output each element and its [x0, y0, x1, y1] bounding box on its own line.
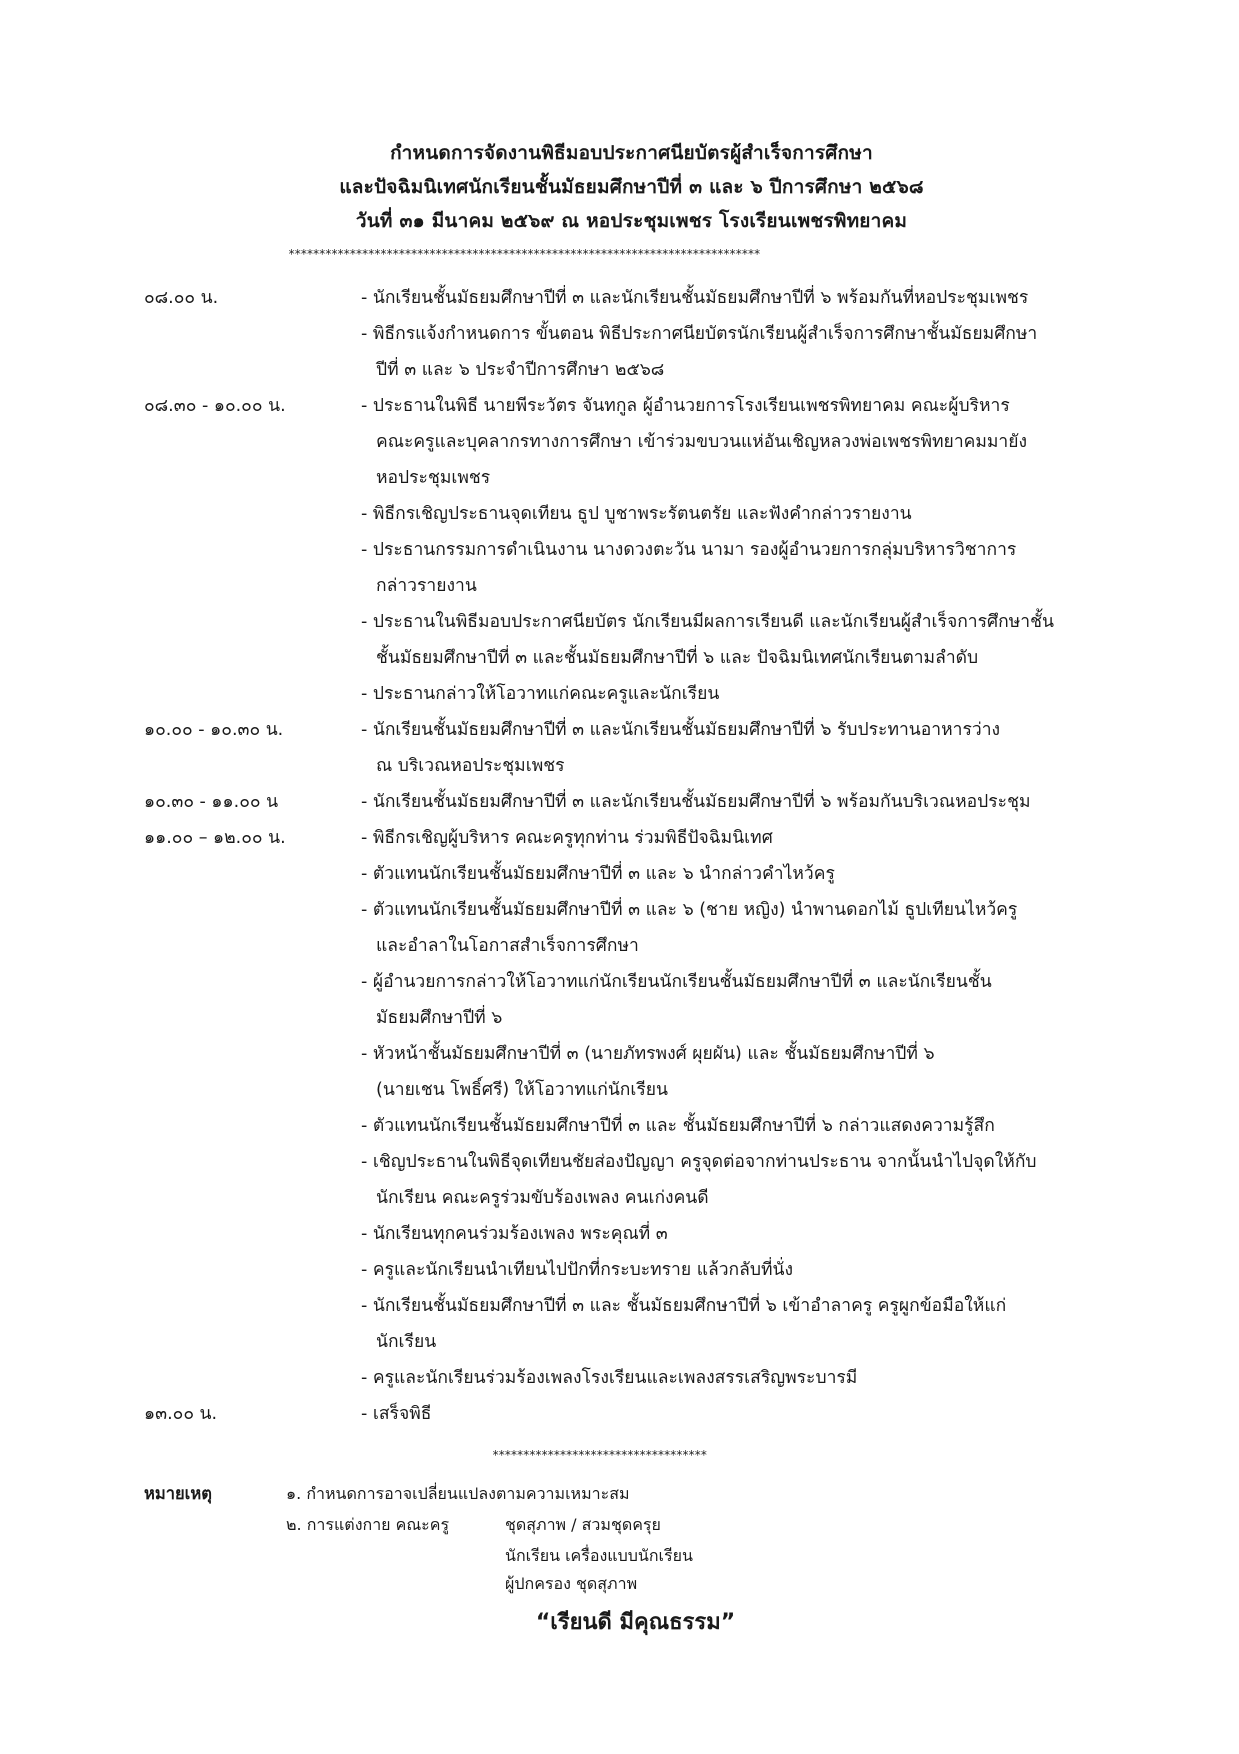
schedule-text: นักเรียน คณะครูร่วมขับร้องเพลง คนเก่งคนดี: [376, 1188, 709, 1208]
schedule-row: [0, 820, 1239, 856]
schedule-text: คณะครูและบุคลากรทางการศึกษา เข้าร่วมขบวนแห่อันเชิญหลวงพ่อเพชรพิทยาคมมายัง: [376, 432, 1028, 452]
schedule-row: [0, 1324, 1239, 1360]
title-line-1: กำหนดการจัดงานพิธีมอบประกาศนียบัตรผู้สำเร็จการศึกษา: [390, 142, 873, 164]
schedule-text: - เชิญประธานในพิธีจุดเทียนชัยส่องปัญญา ครูจุดต่อจากท่านประธาน จากนั้นนำไปจุดให้กับ: [361, 1152, 1037, 1172]
schedule-row: [0, 676, 1239, 712]
schedule-text: - พิธีกรเชิญผู้บริหาร คณะครูทุกท่าน ร่วมพิธีปัจฉิมนิเทศ: [361, 828, 773, 848]
schedule-text: - ครูและนักเรียนนำเทียนไปปักที่กระบะทราย แล้วกลับที่นั่ง: [361, 1260, 793, 1280]
schedule-text: - ตัวแทนนักเรียนชั้นมัธยมศึกษาปีที่ ๓ และ ๖ นำกล่าวคำไหว้ครู: [361, 864, 835, 884]
schedule-text: - เสร็จพิธี: [361, 1404, 432, 1424]
schedule-row: [0, 496, 1239, 532]
schedule-text: (นายเชน โพธิ์ศรี) ให้โอวาทแก่นักเรียน: [376, 1080, 668, 1100]
schedule-time: ๑๓.๐๐ น.: [144, 1404, 218, 1424]
schedule-text: - ประธานกรรมการดำเนินงาน นางดวงตะวัน นามา รองผู้อำนวยการกลุ่มบริหารวิชาการ: [361, 540, 1017, 560]
schedule-row: [0, 424, 1239, 460]
schedule-text: ปีที่ ๓ และ ๖ ประจำปีการศึกษา ๒๕๖๘: [376, 360, 665, 380]
schedule-row: [0, 568, 1239, 604]
schedule-time: ๑๐.๐๐ - ๑๐.๓๐ น.: [144, 720, 284, 740]
schedule-row: [0, 1360, 1239, 1396]
schedule-row: [0, 1072, 1239, 1108]
note-item-2: ๒. การแต่งกาย คณะครู: [286, 1515, 450, 1534]
schedule-text: - ครูและนักเรียนร่วมร้องเพลงโรงเรียนและเพลงสรรเสริญพระบารมี: [361, 1368, 858, 1388]
title-line-3: วันที่ ๓๑ มีนาคม ๒๕๖๙ ณ หอประชุมเพชร โรงเรียนเพชรพิทยาคม: [355, 210, 908, 232]
schedule-text: - ประธานในพิธีมอบประกาศนียบัตร นักเรียนมีผลการเรียนดี และนักเรียนผู้สำเร็จการศึกษาชั้น: [361, 612, 1054, 632]
separator-bottom: ***********************************: [492, 1448, 707, 1462]
schedule-text: - ตัวแทนนักเรียนชั้นมัธยมศึกษาปีที่ ๓ และ ๖ (ชาย หญิง) นำพานดอกไม้ ธูปเทียนไหว้ครู: [361, 900, 1018, 920]
schedule-row: [0, 892, 1239, 928]
schedule-row: [0, 1000, 1239, 1036]
schedule-text: - พิธีกรเชิญประธานจุดเทียน ธูป บูชาพระรัตนตรัย และฟังคำกล่าวรายงาน: [361, 504, 912, 524]
schedule-row: [0, 784, 1239, 820]
schedule-text: - ประธานกล่าวให้โอวาทแก่คณะครูและนักเรียน: [361, 684, 720, 704]
schedule-row: [0, 1288, 1239, 1324]
schedule-row: [0, 1216, 1239, 1252]
schedule-time: ๐๘.๐๐ น.: [144, 288, 219, 308]
schedule-row: [0, 928, 1239, 964]
schedule-text: - นักเรียนชั้นมัธยมศึกษาปีที่ ๓ และนักเรียนชั้นมัธยมศึกษาปีที่ ๖ พร้อมกันบริเวณหอประชุม: [361, 792, 1031, 812]
schedule-row: [0, 1036, 1239, 1072]
title-line-2: และปัจฉิมนิเทศนักเรียนชั้นมัธยมศึกษาปีที่ ๓ และ ๖ ปีการศึกษา ๒๕๖๘: [339, 176, 924, 198]
notes-label: หมายเหตุ: [144, 1484, 212, 1503]
schedule-text: และอำลาในโอกาสสำเร็จการศึกษา: [376, 936, 639, 956]
schedule-text: - ตัวแทนนักเรียนชั้นมัธยมศึกษาปีที่ ๓ และ ชั้นมัธยมศึกษาปีที่ ๖ กล่าวแสดงความรู้สึก: [361, 1116, 995, 1136]
schedule-row: [0, 280, 1239, 316]
schedule-time: ๐๘.๓๐ - ๑๐.๐๐ น.: [144, 396, 286, 416]
schedule-text: นักเรียน: [376, 1332, 437, 1352]
document-title: [0, 136, 1239, 238]
schedule-row: [0, 388, 1239, 424]
schedule-row: [0, 316, 1239, 352]
schedule-text: มัธยมศึกษาปีที่ ๖: [376, 1008, 503, 1028]
dress-students: นักเรียน เครื่องแบบนักเรียน: [505, 1546, 693, 1565]
school-motto: “เรียนดี มีคุณธรรม”: [535, 1610, 736, 1635]
notes-section: [0, 1478, 1239, 1596]
schedule-row: [0, 856, 1239, 892]
schedule-row: [0, 532, 1239, 568]
schedule-text: - นักเรียนทุกคนร่วมร้องเพลง พระคุณที่ ๓: [361, 1224, 668, 1244]
schedule-text: - พิธีกรแจ้งกำหนดการ ขั้นตอน พิธีประกาศนียบัตรนักเรียนผู้สำเร็จการศึกษาชั้นมัธยมศึกษา: [361, 324, 1038, 344]
schedule-row: [0, 1144, 1239, 1180]
schedule-text: - นักเรียนชั้นมัธยมศึกษาปีที่ ๓ และนักเรียนชั้นมัธยมศึกษาปีที่ ๖ พร้อมกันที่หอประชุมเพชร: [361, 288, 1029, 308]
dress-teachers: ชุดสุภาพ / สวมชุดครุย: [505, 1515, 661, 1534]
schedule-text: หอประชุมเพชร: [376, 468, 491, 488]
schedule-text: ชั้นมัธยมศึกษาปีที่ ๓ และชั้นมัธยมศึกษาปีที่ ๖ และ ปัจฉิมนิเทศนักเรียนตามลำดับ: [376, 648, 979, 668]
schedule-row: [0, 1396, 1239, 1432]
schedule-text: - หัวหน้าชั้นมัธยมศึกษาปีที่ ๓ (นายภัทรพงศ์ ผุยผัน) และ ชั้นมัธยมศึกษาปีที่ ๖: [361, 1044, 935, 1064]
schedule-row: [0, 748, 1239, 784]
schedule-text: - นักเรียนชั้นมัธยมศึกษาปีที่ ๓ และ ชั้นมัธยมศึกษาปีที่ ๖ เข้าอำลาครู ครูผูกข้อมือให้แก่: [361, 1296, 1007, 1316]
schedule-time: ๑๑.๐๐ – ๑๒.๐๐ น.: [144, 828, 286, 848]
schedule-text: กล่าวรายงาน: [376, 576, 477, 596]
schedule-row: [0, 1108, 1239, 1144]
schedule-text: ณ บริเวณหอประชุมเพชร: [376, 756, 565, 776]
schedule-text: - ผู้อำนวยการกล่าวให้โอวาทแก่นักเรียนนักเรียนชั้นมัธยมศึกษาปีที่ ๓ และนักเรียนชั้น: [361, 972, 992, 992]
schedule-row: [0, 640, 1239, 676]
schedule-row: [0, 604, 1239, 640]
schedule-row: [0, 352, 1239, 388]
schedule-list: [0, 280, 1239, 1432]
schedule-row: [0, 1180, 1239, 1216]
note-item-1: ๑. กำหนดการอาจเปลี่ยนแปลงตามความเหมาะสม: [286, 1484, 630, 1503]
schedule-row: [0, 1252, 1239, 1288]
schedule-row: [0, 460, 1239, 496]
separator-top: *****************************************************************************: [288, 247, 760, 261]
schedule-row: [0, 712, 1239, 748]
dress-parents: ผู้ปกครอง ชุดสุภาพ: [505, 1574, 638, 1593]
schedule-time: ๑๐.๓๐ - ๑๑.๐๐ น: [144, 792, 279, 812]
schedule-text: - ประธานในพิธี นายพีระวัตร จันทกูล ผู้อำนวยการโรงเรียนเพชรพิทยาคม คณะผู้บริหาร: [361, 396, 1010, 416]
schedule-row: [0, 964, 1239, 1000]
schedule-text: - นักเรียนชั้นมัธยมศึกษาปีที่ ๓ และนักเรียนชั้นมัธยมศึกษาปีที่ ๖ รับประทานอาหารว่าง: [361, 720, 1001, 740]
